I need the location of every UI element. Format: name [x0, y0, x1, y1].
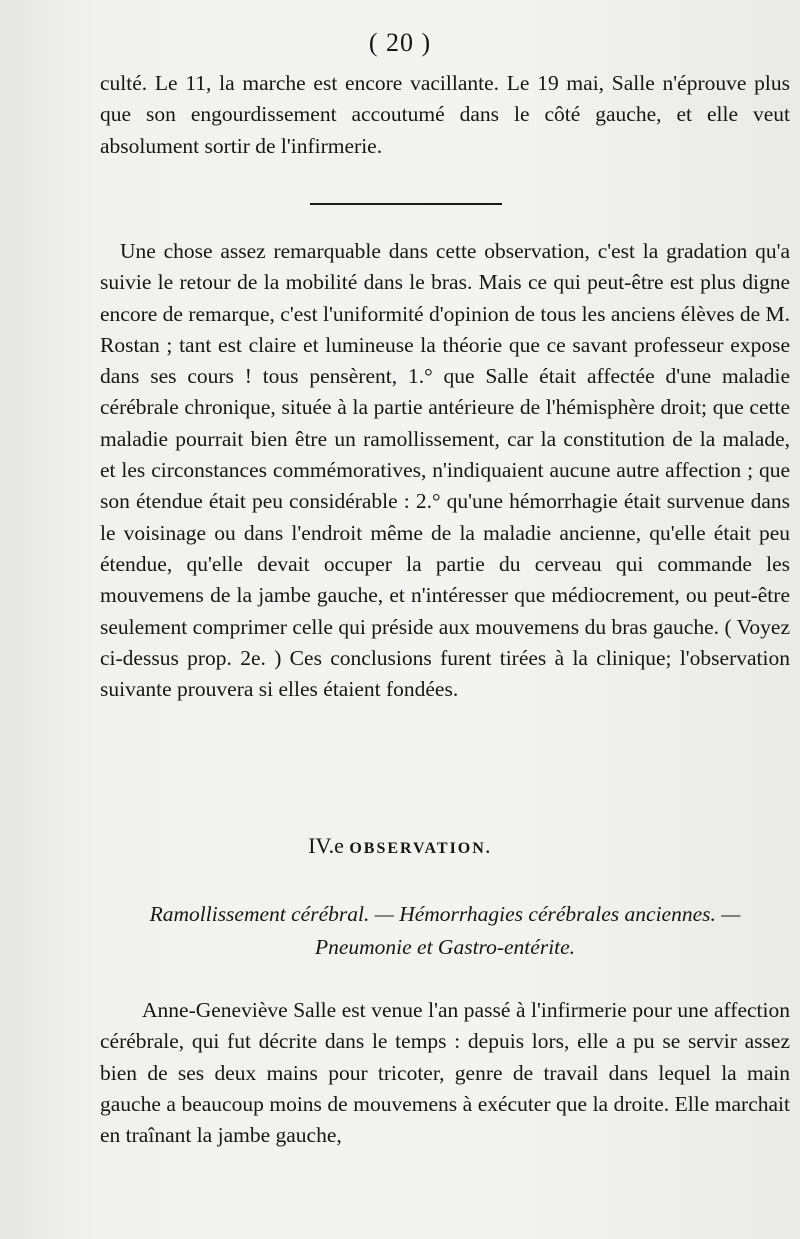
paragraph-text: Anne-Geneviève Salle est venue l'an passé à l'infirmerie pour une affection cérébrale, qui fut décrite dans le temps : depuis lors, elle a pu se servir assez bien de ses deux mains pour tricoter, genre de travail dans lequel la main gauche a beaucoup moins de mouvemens à exécuter que la droite. Elle marchait en traînant la jambe gauche, [100, 998, 790, 1148]
observation-heading [0, 833, 800, 859]
page-number: ( 20 ) [368, 28, 432, 57]
paragraph-text: culté. Le 11, la marche est encore vacillante. Le 19 mai, Salle n'éprouve plus que son engourdissement accoutumé dans le côté gauche, et elle veut absolument sortir de l'infirmerie. [100, 71, 790, 158]
observation-number: IV.e [308, 833, 344, 858]
paragraph-continuation [100, 68, 790, 162]
section-divider [310, 203, 502, 205]
paragraph-case [100, 995, 790, 1151]
observation-title-line1: Ramollissement cérébral. — Hémorrhagies cérébrales anciennes. — [149, 902, 741, 926]
observation-label: OBSERVATION. [349, 840, 492, 857]
observation-title [100, 898, 790, 964]
paragraph-commentary [100, 236, 790, 705]
observation-title-line2: Pneumonie et Gastro-entérite. [314, 935, 576, 959]
paragraph-text: Une chose assez remarquable dans cette observation, c'est la gradation qu'a suivie le retour de la mobilité dans le bras. Mais ce qui peut-être est plus digne encore de remarque, c'est l'uniformité d'opinion de tous les anciens élèves de M. Rostan ; tant est claire et lumineuse la théorie que ce savant professeur expose dans ses cours ! tous pensèrent, 1.° que Salle était affectée d'une maladie cérébrale chronique, située à la partie antérieure de l'hémisphère droit; que cette maladie pourrait bien être un ramollissement, car la constitution de la malade, et les circonstances commémoratives, n'indiquaient aucune autre affection ; que son étendue était peu considérable : 2.° qu'une hémorrhagie était survenue dans le voisinage ou dans l'endroit même de la maladie ancienne, qu'elle était peu étendue, qu'elle devait occuper la partie du cerveau qui commande les mouvemens de la jambe gauche, et n'intéresser que médiocrement, ou peut-être seulement comprimer celle qui préside aux mouvemens du bras gauche. ( Voyez ci-dessus prop. 2e. ) Ces conclusions furent tirées à la clinique; l'observation suivante prouvera si elles étaient fondées. [100, 239, 790, 702]
